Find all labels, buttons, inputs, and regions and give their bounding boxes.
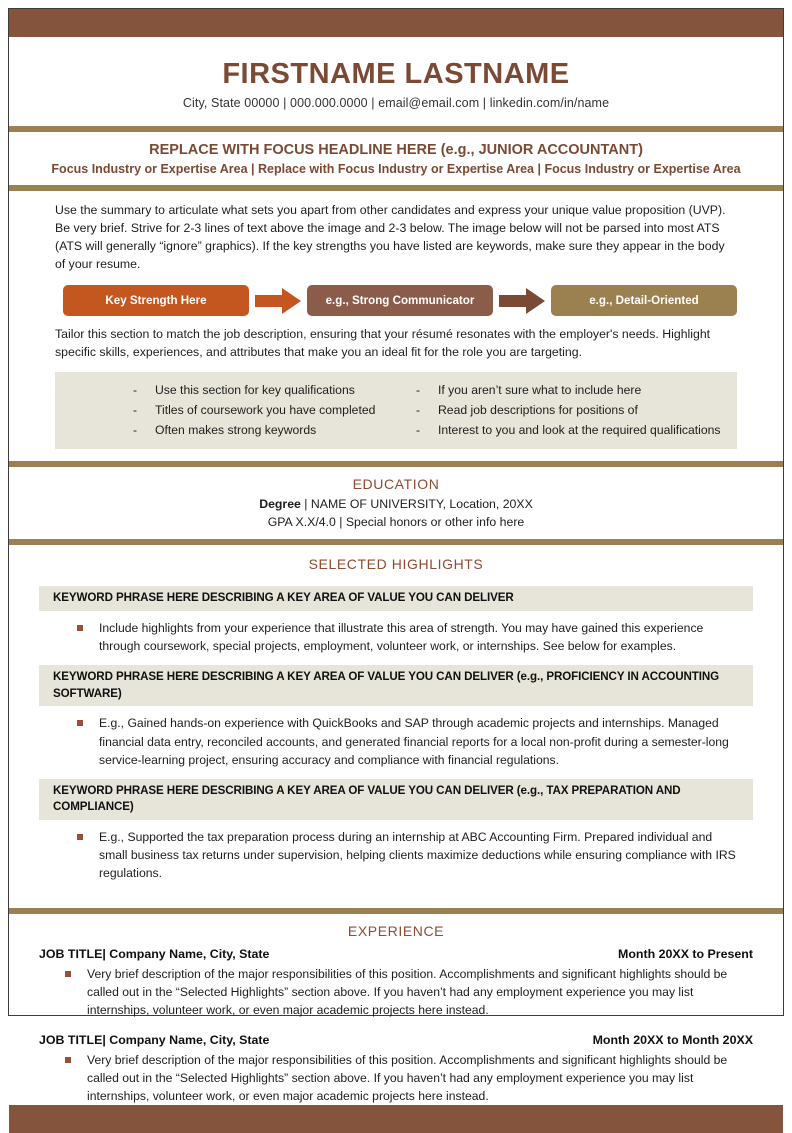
education-degree-label: Degree — [259, 497, 301, 512]
top-brown-band — [9, 9, 783, 37]
education-section — [9, 467, 783, 539]
key-qualifications-box — [55, 372, 737, 449]
key-strengths-graphic — [55, 285, 737, 317]
job-title-company: JOB TITLE| Company Name, City, State — [39, 1033, 270, 1048]
summary-block — [9, 191, 783, 372]
qualification-text: Often makes strong keywords — [155, 422, 317, 437]
experience-section — [9, 914, 783, 1105]
header-block — [9, 37, 783, 126]
qualification-item — [133, 401, 396, 421]
qualification-item — [133, 381, 396, 401]
candidate-name: FIRSTNAME LASTNAME — [222, 58, 570, 90]
qualification-text: If you aren’t sure what to include here — [438, 383, 642, 397]
qualification-text: Read job descriptions for positions of — [438, 402, 638, 417]
summary-paragraph-2: Tailor this section to match the job description, ensuring that your résumé resonates with the employer's needs. Highlight specific skills, experiences, and attributes that make you an ideal fit for the role you are targeting. — [55, 327, 711, 360]
job-title-company: JOB TITLE| Company Name, City, State — [39, 947, 270, 962]
dash-marker: - — [133, 402, 138, 417]
highlight-text: Include highlights from your experience that illustrate this area of strength. You may have gained this experience through coursework, special projects, employment, volunteer work, or internships. See below for examples. — [99, 620, 704, 653]
keyword-banner: KEYWORD PHRASE HERE DESCRIBING A KEY AREA OF VALUE YOU CAN DELIVER — [39, 586, 753, 611]
job-header — [39, 1032, 753, 1049]
qualification-item — [133, 421, 396, 441]
highlight-bullet — [55, 619, 737, 655]
qualification-item — [416, 401, 737, 421]
qualifications-column-left — [55, 381, 396, 440]
job-dates: Month 20XX to Month 20XX — [592, 1033, 753, 1048]
focus-areas: Focus Industry or Expertise Area | Replace with Focus Industry or Expertise Area | Focus Industry or Expertise Area — [51, 161, 741, 176]
dash-marker: - — [133, 383, 138, 397]
qualifications-column-right — [396, 381, 737, 440]
job-dates: Month 20XX to Present — [618, 947, 753, 962]
square-bullet-icon — [77, 625, 83, 631]
job-bullet — [39, 965, 753, 1019]
square-bullet-icon — [65, 1057, 71, 1063]
highlight-text: E.g., Gained hands-on experience with QuickBooks and SAP through academic projects and internships. Managed financial data entry, reconciled accounts, and generated financial reports for a local non-profit during a semester-long service-learning project, ensuring accuracy and compliance with financial regulations. — [99, 716, 729, 767]
page-border-frame — [8, 8, 784, 1103]
education-title: EDUCATION — [352, 476, 440, 493]
square-bullet-icon — [65, 971, 71, 977]
bottom-brown-band — [9, 1105, 783, 1133]
highlight-bullet — [55, 828, 737, 882]
highlight-bullet — [55, 714, 737, 768]
education-degree-rest: | NAME OF UNIVERSITY, Location, 20XX — [300, 497, 533, 512]
dash-marker: - — [416, 402, 421, 417]
job-entry — [39, 1032, 753, 1105]
selected-highlights-section — [9, 545, 783, 894]
job-bullet-text: Very brief description of the major responsibilities of this position. Accomplishments and significant highlights should be called out in the “Selected Highlights” section above. If you haven’t had any employment experience you may list internships, volunteer work, or even major academic projects here instead. — [87, 966, 728, 1018]
right-arrow-icon-2 — [499, 287, 545, 315]
summary-paragraph-1: Use the summary to articulate what sets you apart from other candidates and express your unique value proposition (UVP). Be very brief. Strive for 2-3 lines of text above the image and 2-3 below. The image below will not be parsed into most ATS (ATS will generally “ignore” graphics). If the key strengths you have listed are keywords, make sure they appear in the body of your resume. — [55, 203, 726, 271]
keyword-banner: KEYWORD PHRASE HERE DESCRIBING A KEY AREA OF VALUE YOU CAN DELIVER (e.g., TAX PREPARATION AND COMPLIANCE) — [39, 779, 753, 821]
focus-headline-block — [9, 132, 783, 186]
qualification-item — [416, 421, 737, 441]
job-entry — [39, 946, 753, 1019]
keyword-banner: KEYWORD PHRASE HERE DESCRIBING A KEY AREA OF VALUE YOU CAN DELIVER (e.g., PROFICIENCY IN ACCOUNTING SOFTWARE) — [39, 665, 753, 707]
strength-pill-3: e.g., Detail-Oriented — [551, 285, 737, 317]
dash-marker: - — [133, 422, 138, 437]
strength-pill-2: e.g., Strong Communicator — [307, 285, 493, 317]
square-bullet-icon — [77, 720, 83, 726]
qualification-text: Use this section for key qualifications — [155, 383, 355, 397]
qualification-item — [416, 381, 737, 401]
square-bullet-icon — [77, 834, 83, 840]
highlight-text: E.g., Supported the tax preparation process during an internship at ABC Accounting Firm. Prepared individual and small business tax returns under supervision, helping clients maximize deductions while ensuring compliance with IRS regulations. — [99, 830, 736, 881]
right-arrow-icon-1 — [255, 287, 301, 315]
focus-headline: REPLACE WITH FOCUS HEADLINE HERE (e.g., JUNIOR ACCOUNTANT) — [149, 141, 643, 158]
strength-pill-1: Key Strength Here — [63, 285, 249, 317]
experience-title: EXPERIENCE — [347, 923, 445, 940]
contact-line: City, State 00000 | 000.000.0000 | email@email.com | linkedin.com/in/name — [182, 96, 610, 111]
qualification-text: Interest to you and look at the required qualifications — [438, 422, 721, 437]
job-bullet — [39, 1051, 753, 1105]
dash-marker: - — [416, 383, 421, 397]
job-header — [39, 946, 753, 963]
education-degree-line — [9, 496, 783, 513]
qualification-text: Titles of coursework you have completed — [155, 402, 376, 417]
selected-highlights-title: SELECTED HIGHLIGHTS — [308, 556, 484, 573]
education-gpa-line: GPA X.X/4.0 | Special honors or other info here — [267, 514, 525, 529]
dash-marker: - — [416, 422, 421, 437]
job-bullet-text: Very brief description of the major responsibilities of this position. Accomplishments and significant highlights should be called out in the “Selected Highlights” section above. If you haven’t had any employment experience you may list internships, volunteer work, or even major academic projects here instead. — [87, 1052, 728, 1103]
